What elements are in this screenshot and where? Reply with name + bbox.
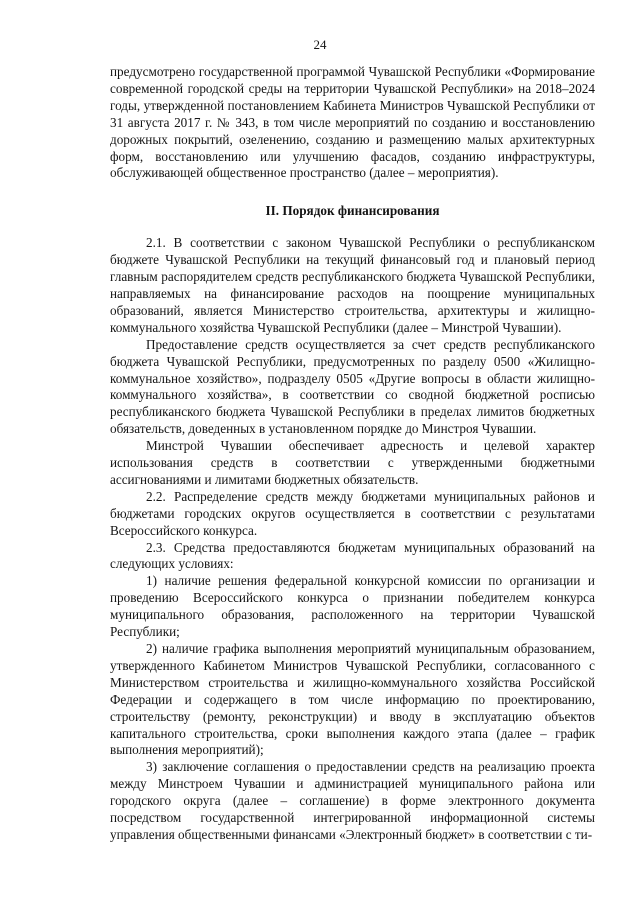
section-heading: II. Порядок финансирования: [265, 203, 440, 219]
paragraph-2-1: 2.1. В соответствии с законом Чувашской Республики о республиканском бюджете Чувашской Республики на текущий финансовый год и плановый период главным распорядителем средств республиканского бюджета Чувашской Республики, направляемых на финансирование расходов на поощрение муниципальных образований, является Министерство строительства, архитектуры и жилищно-коммунального хозяйства Чувашской Республики (далее – Минстрой Чувашии).: [110, 235, 595, 335]
list-item-condition-3: 3) заключение соглашения о предоставлении средств на реализацию проекта между Минстроем Чувашии и администрацией муниципального района или городского округа (далее – соглашение) в форме электронного документа посредством государственной интегрированной информационной системы управления общественными финансами «Электронный бюджет» в соответствии с ти-: [110, 759, 595, 842]
list-item-condition-1: 1) наличие решения федеральной конкурсной комиссии по организации и проведению Всероссийского конкурса о признании победителем конкурса муниципального образования, расположенного на территории Чувашской Республики;: [110, 573, 595, 640]
paragraph-targeting: Минстрой Чувашии обеспечивает адресность и целевой характер использования средств в соответствии с утвержденными бюджетными ассигнованиями и лимитами бюджетных обязательств.: [110, 438, 595, 487]
page-number: 24: [313, 37, 327, 52]
paragraph-2-2: 2.2. Распределение средств между бюджетами муниципальных районов и бюджетами городских округов осуществляется в соответствии с результатами Всероссийского конкурса.: [110, 488, 595, 538]
paragraph-intro-continuation: предусмотрено государственной программой Чувашской Республики «Формирование современной городской среды на территории Чувашской Республики» на 2018–2024 годы, утвержденной постановлением Кабинета Министров Чувашской Республики от 31 августа 2017 г. № 343, в том числе мероприятий по созданию и восстановлению дорожных покрытий, озеленению, созданию и размещению малых архитектурных форм, восстановлению или улучшению фасадов, созданию инфраструктуры, обслуживающей общественное пространство (далее – мероприятия).: [110, 64, 595, 181]
document-body: [110, 64, 595, 844]
list-item-condition-2: 2) наличие графика выполнения мероприятий муниципальным образованием, утвержденного Кабинетом Министров Чувашской Республики, согласованного с Министерством строительства и жилищно-коммунального хозяйства Российской Федерации и содержащего в том числе информацию по проектированию, строительству (ремонту, реконструкции) и вводу в эксплуатацию объектов капитального строительства, сроки выполнения каждого этапа (далее – график выполнения мероприятий);: [110, 641, 595, 758]
paragraph-2-3: 2.3. Средства предоставляются бюджетам муниципальных образований на следующих условиях:: [110, 539, 595, 572]
paragraph-funding-source: Предоставление средств осуществляется за счет средств республиканского бюджета Чувашской Республики, предусмотренных по разделу 0500 «Жилищно-коммунальное хозяйство», подразделу 0505 «Другие вопросы в области жилищно-коммунального хозяйства», в соответствии со сводной бюджетной росписью республиканского бюджета Чувашской Республики в пределах лимитов бюджетных обязательств, доведенных в установленном порядке до Минстроя Чувашии.: [110, 336, 595, 437]
